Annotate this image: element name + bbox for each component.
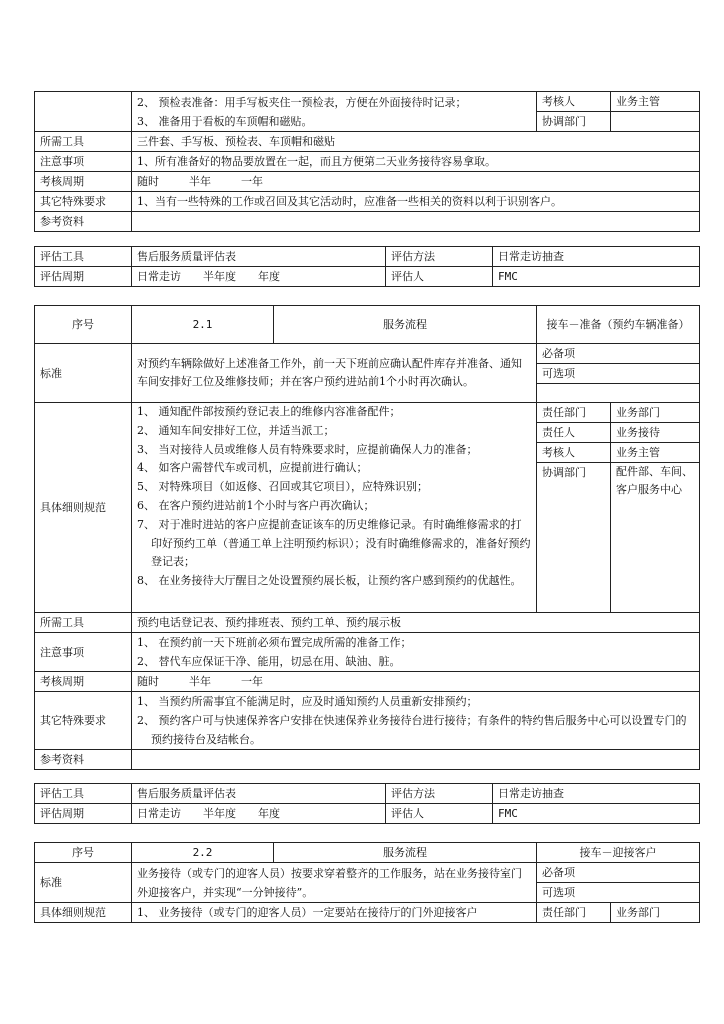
role-label: 协调部门 [537,463,611,613]
role-value: 业务接待 [611,423,700,443]
rule-item: 2、 通知车间安排好工位，并适当派工； [137,423,335,437]
period-option: 日常走访 [137,270,181,283]
eval-period-label: 评估周期 [35,804,132,824]
ref-label: 参考资料 [35,750,132,770]
role-label: 考核人 [537,443,611,463]
standard-label: 标准 [35,863,132,903]
eval-tool-label: 评估工具 [35,247,132,267]
ref-value [132,750,700,770]
note-item: 2、 替代车应保证干净、能用，切忌在用、缺油、脏。 [137,655,401,668]
role-label: 责任部门 [537,403,611,423]
prep-items [132,92,537,132]
rule-text: 1、 业务接待（或专门的迎客人员）一定要站在接待厅的门外迎接客户 [137,906,478,919]
role-label: 考核人 [537,92,611,112]
list-item: 3、 准备用于看板的车顶帽和磁贴。 [137,115,313,128]
period-label: 考核周期 [35,172,132,192]
period-option: 半年 [189,675,211,688]
period-value [132,172,700,192]
period-value [132,672,700,692]
list-item: 2、 预检表准备：用手写板夹住一预检表，方便在外面接待时记录； [137,96,467,109]
note-item: 1、 在预约前一天下班前必须布置完成所需的准备工作； [137,636,412,649]
period-option: 随时 [137,175,159,188]
must-item: 必备项 [537,863,700,883]
rule-item: 5、 对特殊项目（如返修、召回或其它项目），应特殊识别； [137,480,428,494]
notes-label: 注意事项 [35,633,132,672]
seq-label: 序号 [35,843,132,863]
period-option: 日常走访 [137,807,181,820]
tools-value: 三件套、手写板、预检表、车顶帽和磁贴 [132,132,700,152]
eval-tool-label: 评估工具 [35,784,132,804]
table-block1 [34,91,700,232]
optional-item: 可选项 [537,883,700,903]
special-value: 1、当有一些特殊的工作或召回及其它活动时，应准备一些相关的资料以利于识别客户。 [132,192,700,212]
special-label: 其它特殊要求 [35,192,132,212]
period-option: 半年度 [203,270,236,283]
role-value: 业务主管 [611,443,700,463]
rule-item: 1、 通知配件部按预约登记表上的维修内容准备配件； [137,405,401,418]
ref-label: 参考资料 [35,212,132,232]
period-option: 年度 [258,807,280,820]
notes-label: 注意事项 [35,152,132,172]
ref-value [132,212,700,232]
period-option: 年度 [258,270,280,283]
rule-item: 4、 如客户需替代车或司机，应提前进行确认； [137,461,368,475]
standard-label: 标准 [35,344,132,403]
special-value [132,692,700,750]
eval-period-value [132,804,386,824]
rule-item: 3、 当对接待人员或维修人员有特殊要求时，应提前确保人力的准备； [137,442,478,456]
eval-assessor-label: 评估人 [386,267,493,287]
period-option: 半年 [189,175,211,188]
tools-value: 预约电话登记表、预约排班表、预约工单、预约展示板 [132,613,700,633]
seq-label: 序号 [35,306,132,344]
eval-assessor-label: 评估人 [386,804,493,824]
period-option: 一年 [241,175,263,188]
eval-period-label: 评估周期 [35,267,132,287]
optional-item: 可选项 [537,364,700,384]
eval-tool-value: 售后服务质量评估表 [132,247,386,267]
table-eval2 [34,783,700,824]
table-block2 [34,305,700,770]
blank-cell [35,92,132,132]
tools-label: 所需工具 [35,613,132,633]
eval-assessor-value: FMC [493,804,700,824]
period-option: 随时 [137,675,159,688]
eval-method-value: 日常走访抽查 [493,247,700,267]
seq-value: 2.2 [132,843,274,863]
blank-cell [537,384,700,403]
must-item: 必备项 [537,344,700,364]
rule-item: 6、 在客户预约进站前1个小时与客户再次确认； [137,498,375,512]
eval-method-label: 评估方法 [386,247,493,267]
seq-value: 2.1 [132,306,274,344]
period-label: 考核周期 [35,672,132,692]
rule-item [132,903,537,923]
special-item: 2、 预约客户可与快速保养客户安排在快速保养业务接待台进行接待；有条件的特约售后服务中心可以设置专门的预约接待台及结帐台。 [137,714,687,746]
special-label: 其它特殊要求 [35,692,132,750]
eval-assessor-value: FMC [493,267,700,287]
notes-value [132,633,700,672]
eval-method-label: 评估方法 [386,784,493,804]
table-block3 [34,842,700,923]
table-eval1 [34,246,700,287]
role-value [611,112,700,132]
eval-tool-value: 售后服务质量评估表 [132,784,386,804]
standard-value: 业务接待（或专门的迎客人员）按要求穿着整齐的工作服务，站在业务接待室门外迎接客户，并实现“一分钟接待”。 [132,863,537,903]
role-label: 协调部门 [537,112,611,132]
rules-label: 具体细则规范 [35,403,132,613]
flow-value: 接车－迎接客户 [537,843,700,863]
eval-method-value: 日常走访抽查 [493,784,700,804]
flow-label: 服务流程 [274,306,537,344]
tools-label: 所需工具 [35,132,132,152]
role-value: 业务部门 [611,903,700,923]
flow-label: 服务流程 [274,843,537,863]
rule-item: 8、 在业务接待大厅醒目之处设置预约展长板，让预约客户感到预约的优越性。 [137,574,522,588]
flow-value: 接车－准备（预约车辆准备） [537,306,700,344]
role-label: 责任人 [537,423,611,443]
eval-period-value [132,267,386,287]
period-option: 半年度 [203,807,236,820]
role-value: 业务部门 [611,403,700,423]
special-item: 1、 当预约所需事宜不能满足时，应及时通知预约人员重新安排预约； [137,695,478,708]
period-option: 一年 [241,675,263,688]
notes-value: 1、所有准备好的物品要放置在一起，而且方便第二天业务接待容易拿取。 [132,152,700,172]
role-label: 责任部门 [537,903,611,923]
role-value: 配件部、车间、客户服务中心 [611,463,700,613]
rule-item: 7、 对于准时进站的客户应提前查证该车的历史维修记录。有时确维修需求的打印好预约工单（普通工单上注明预约标识）；没有时确维修需求的，准备好预约登记表； [137,517,531,569]
rules-list [132,403,537,613]
rules-label: 具体细则规范 [35,903,132,923]
standard-value: 对预约车辆除做好上述准备工作外，前一天下班前应确认配件库存并准备、通知车间安排好工位及维修技师；并在客户预约进站前1个小时再次确认。 [132,344,537,403]
role-value: 业务主管 [611,92,700,112]
